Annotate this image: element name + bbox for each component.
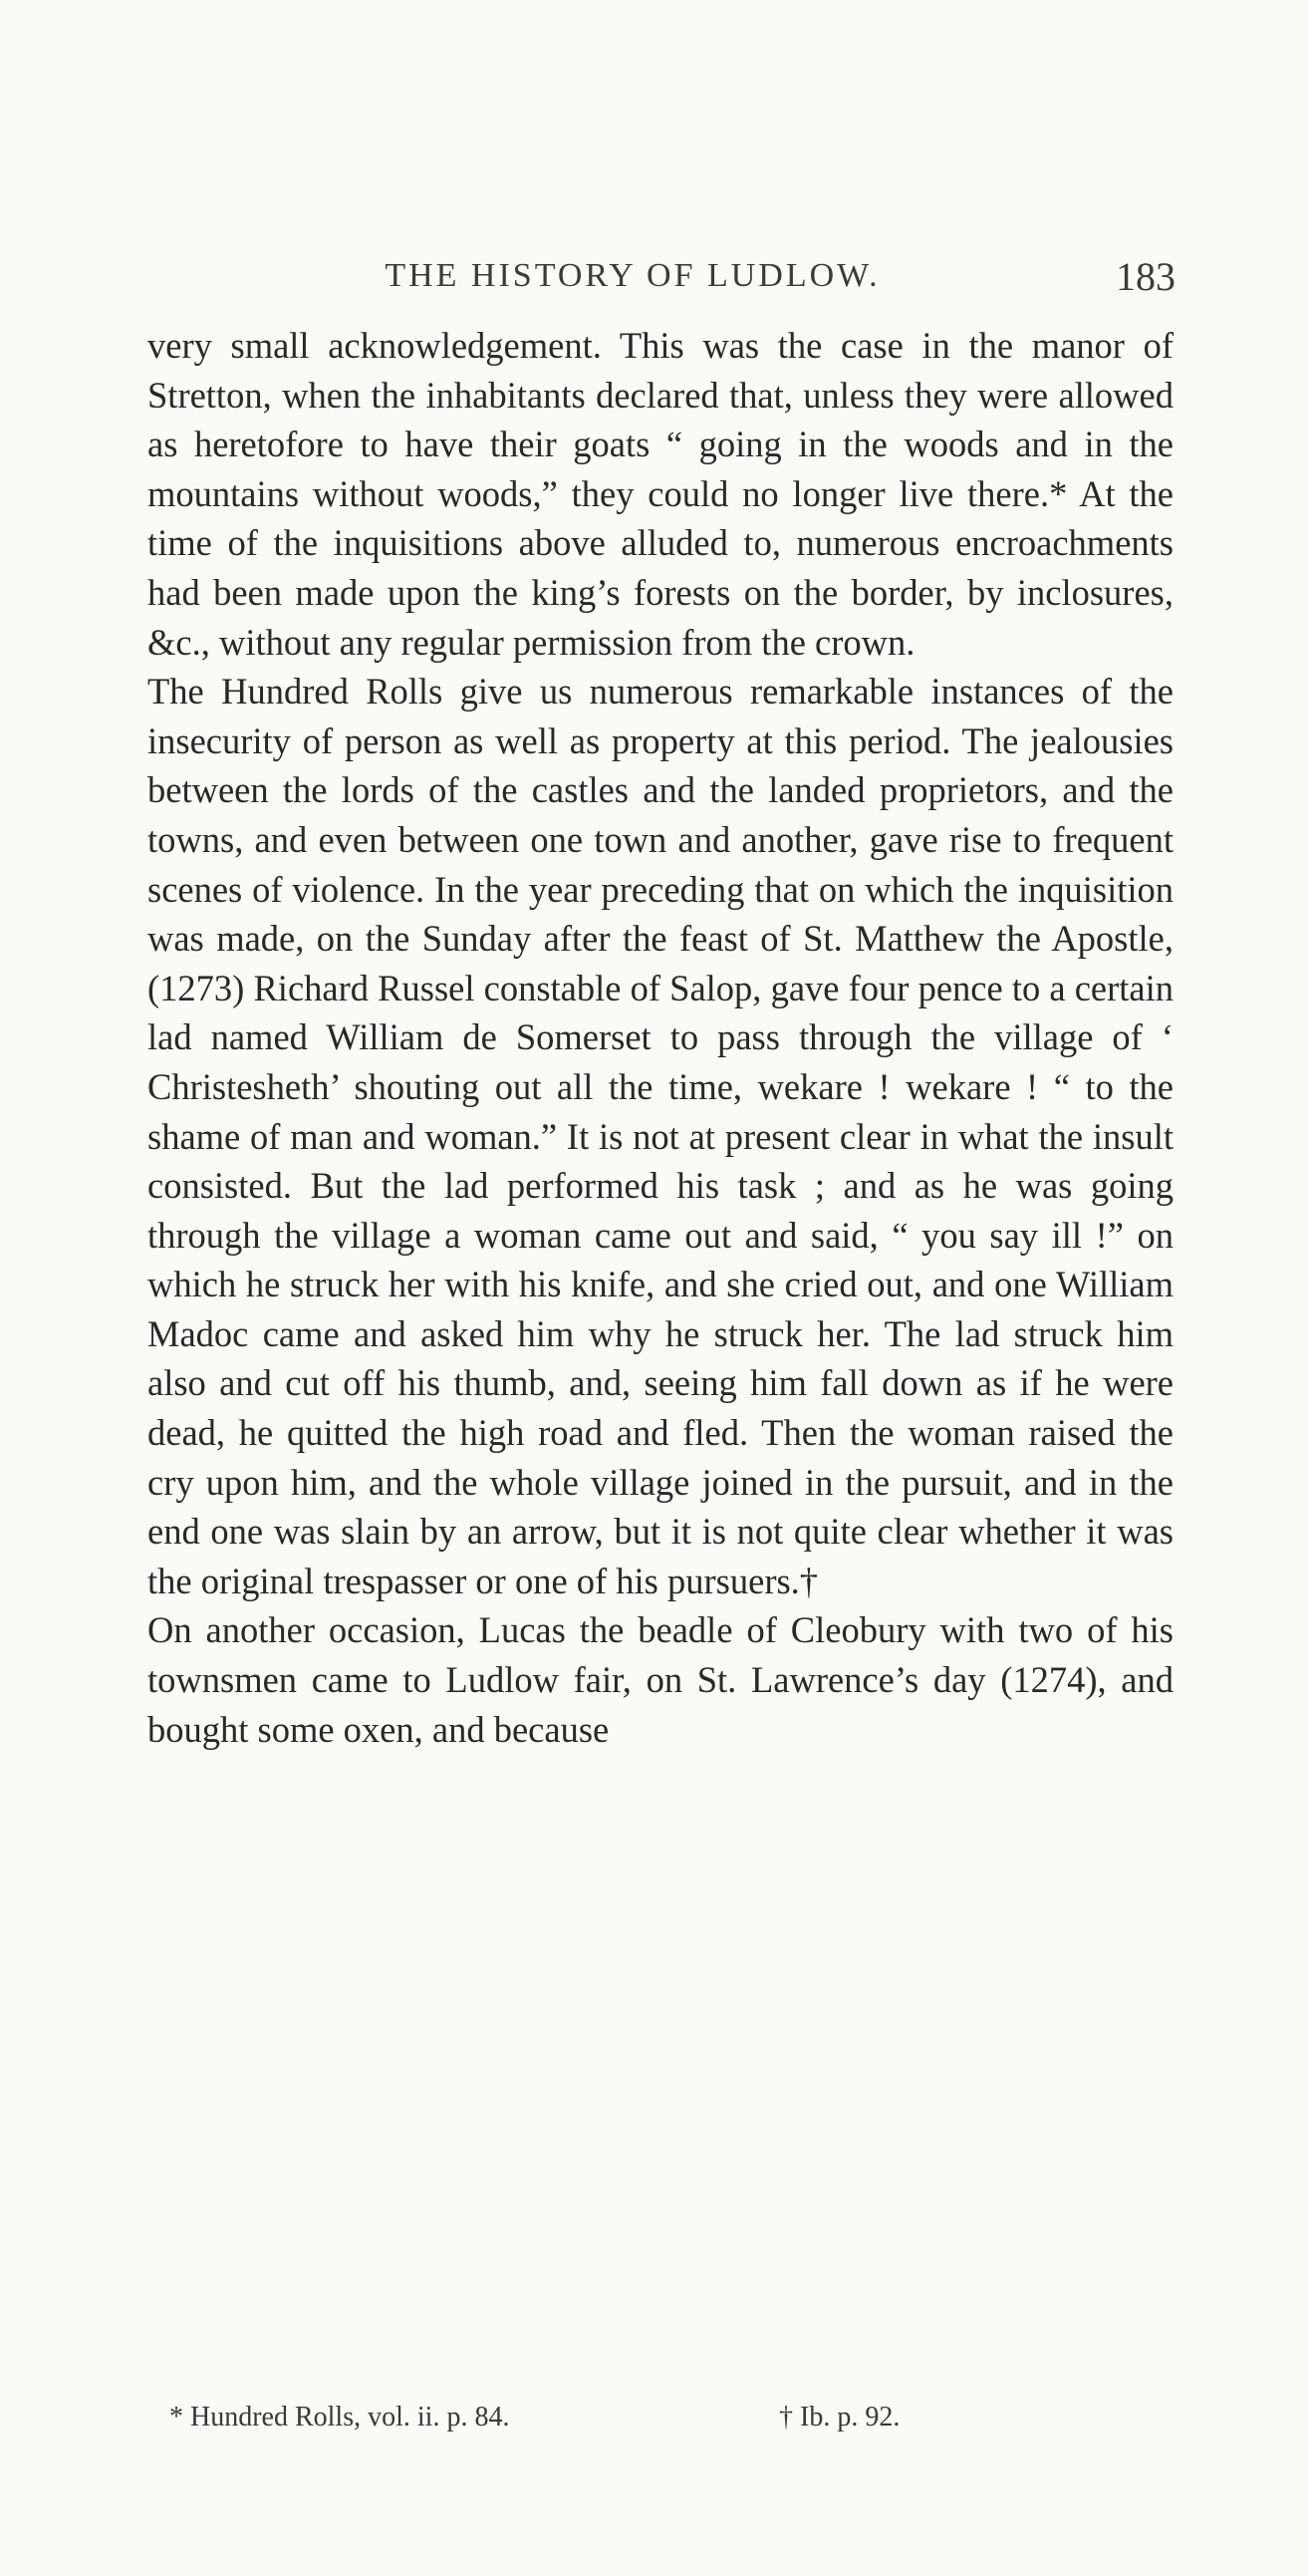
paragraph-another-occasion: On another occasion, Lucas the beadle of Cleobury with two of his townsmen came to Ludlow fair, on St. Lawrence’s day (1274), and bought some oxen, and because bbox=[147, 1609, 1174, 1750]
footnote-dagger: † Ib. p. 92. bbox=[779, 2402, 901, 2433]
paragraph-hundred-rolls: The Hundred Rolls give us numerous remarkable instances of the insecurity of person as well as property at this period. The jealousies between the lords of the castles and the landed proprietors, and the towns, and even between one town and another, gave rise to frequent scenes of violence. In the year preceding that on which the inquisition was made, on the Sunday after the feast of St. Matthew the Apostle, (1273) Richard Russel constable of Salop, gave four pence to a certain lad named William de Somerset to pass through the village of ‘ Christesheth’ shouting out all the time, wekare ! wekare ! “ to the shame of man and woman.” It is not at present clear in what the insult consisted. But the lad performed his task ; and as he was going through the village a woman came out and said, “ you say ill !” on which he struck her with his knife, and she cried out, and one William Madoc came and asked him why he struck her. The lad struck him also and cut off his thumb, and, seeing him fall down as if he were dead, he quitted the high road and fled. Then the woman raised the cry upon him, and the whole village joined in the pursuit, and in the end one was slain by an arrow, but it is not quite clear whether it was the original trespasser or one of his pursuers.† bbox=[147, 671, 1174, 1601]
page-number: 183 bbox=[1116, 254, 1176, 299]
paragraph-continued: very small acknowledgement. This was the case in the manor of Stretton, when the inhabitants declared that, unless they were allowed as heretofore to have their goats “ going in the woods and in the mountains without woods,” they could no longer live there.* At the time of the inquisitions above alluded to, numerous encroachments had been made upon the king’s forests on the border, by inclosures, &c., without any regular permission from the crown. bbox=[147, 325, 1174, 663]
running-head bbox=[149, 254, 1176, 299]
body-text bbox=[147, 321, 1174, 1754]
footnote-asterisk: * Hundred Rolls, vol. ii. p. 84. bbox=[169, 2402, 510, 2433]
running-title: THE HISTORY OF LUDLOW. bbox=[385, 257, 881, 294]
